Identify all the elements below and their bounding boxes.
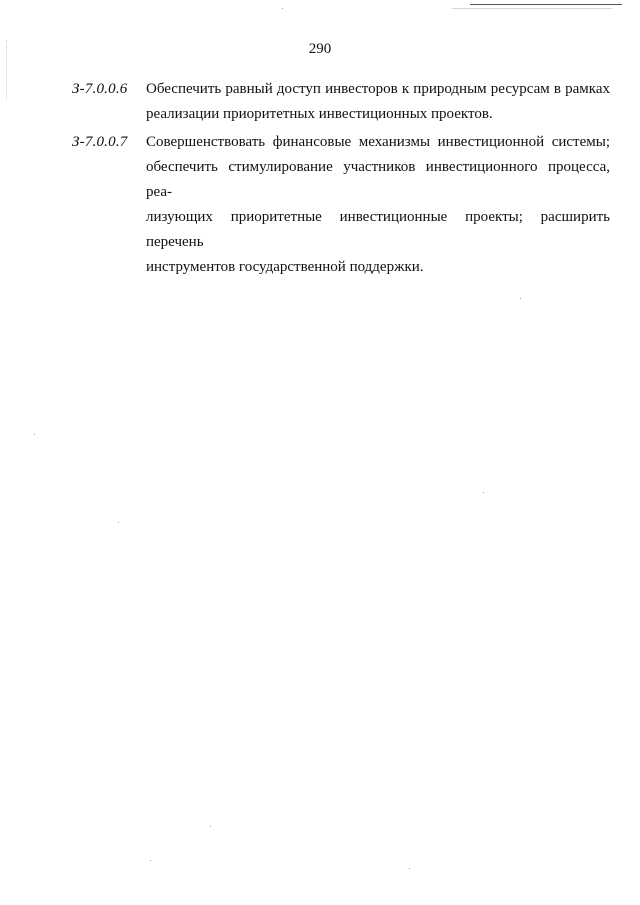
entry-text-line: Обеспечить равный доступ инвесторов к природным ресурсам в рамках	[146, 81, 610, 97]
scan-speck	[409, 868, 410, 869]
scan-speck	[520, 298, 521, 299]
entry-list	[72, 77, 610, 283]
scan-speck	[282, 8, 283, 9]
entry-text	[146, 77, 610, 127]
scan-speck	[150, 860, 151, 861]
entry-text-line: лизующих приоритетные инвестиционные проекты; расширить перечень	[146, 209, 610, 250]
entry-text-line: реализации приоритетных инвестиционных проектов.	[146, 106, 493, 122]
scan-speck	[210, 826, 211, 827]
entry-code: З-7.0.0.6	[72, 81, 128, 97]
entry-text-line: инструментов государственной поддержки.	[146, 259, 424, 275]
entry-item	[72, 130, 610, 280]
scan-speck	[118, 522, 119, 523]
entry-code: З-7.0.0.7	[72, 134, 128, 150]
scan-top-rule	[470, 4, 622, 5]
scan-speck	[483, 492, 484, 493]
page-number: 290	[308, 41, 332, 57]
scan-top-rule-faint	[452, 8, 612, 9]
entry-text-line: Совершенствовать финансовые механизмы инвестиционной системы;	[146, 134, 610, 150]
entry-text-line: обеспечить стимулирование участников инвестиционного процесса, реа-	[146, 159, 610, 200]
entry-text	[146, 130, 610, 280]
scan-speck	[34, 434, 35, 435]
entry-item	[72, 77, 610, 127]
